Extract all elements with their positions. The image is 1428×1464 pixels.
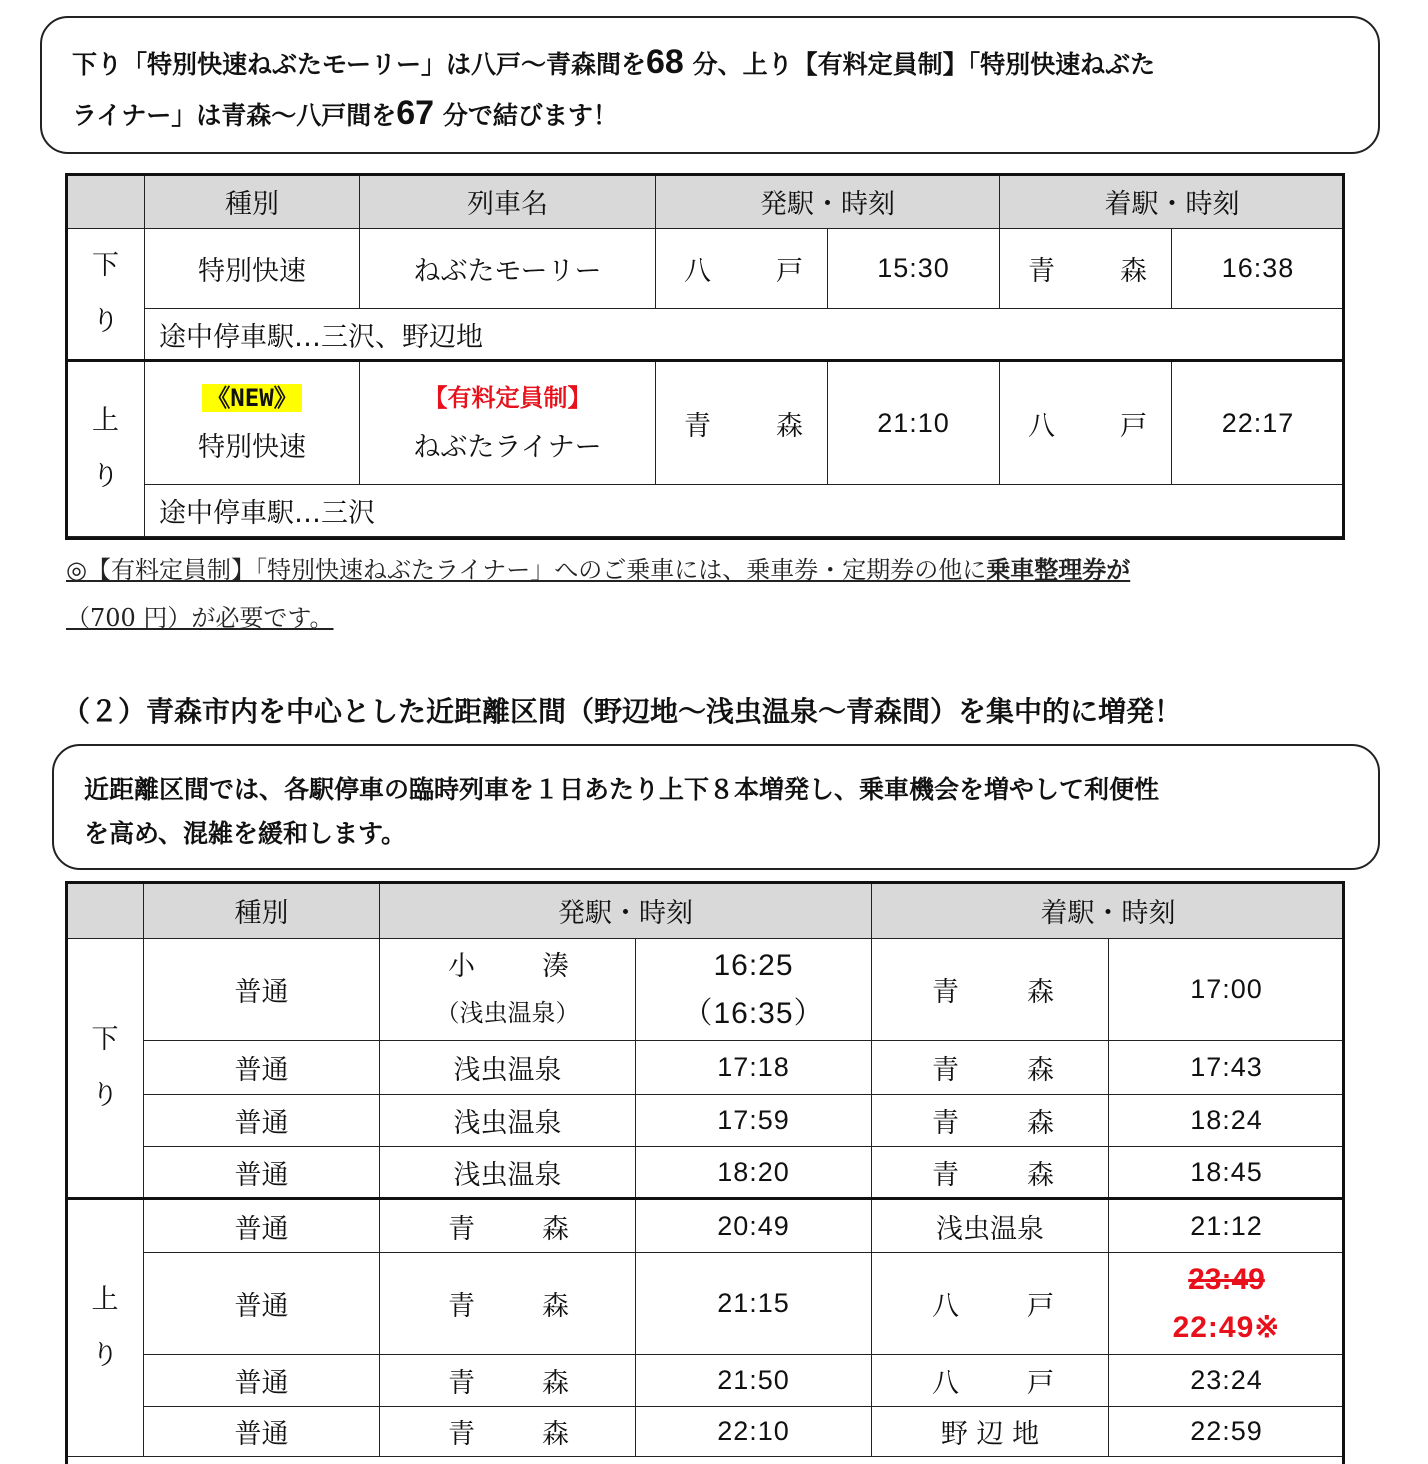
departure-time: 20:49 (636, 1199, 872, 1253)
header-train-name: 列車名 (360, 175, 656, 229)
train-type: 普通 (144, 1199, 380, 1253)
departure-time: 22:10 (636, 1407, 872, 1457)
new-arrival-time: 22:49※ (1172, 1310, 1281, 1344)
departure-station: 浅虫温泉 (380, 1095, 636, 1147)
arrival-station: 八 戸 (872, 1253, 1109, 1355)
table-row (67, 1253, 1345, 1355)
departure-station: 青 森 (380, 1407, 636, 1457)
arrival-station: 青 森 (872, 1147, 1109, 1199)
table-row (67, 1355, 1345, 1407)
header-blank (67, 883, 144, 939)
header-arrival: 着駅・時刻 (872, 883, 1345, 939)
direction-down: 下 り (67, 229, 145, 361)
arrival-time: 22:59 (1109, 1407, 1345, 1457)
arrival-time: 17:43 (1109, 1041, 1345, 1095)
arrival-station: 野 辺 地 (872, 1407, 1109, 1457)
departure-time: 17:18 (636, 1041, 872, 1095)
table-row (67, 1199, 1345, 1253)
departure-station: 浅虫温泉 (380, 1147, 636, 1199)
arrival-time-revised (1109, 1253, 1345, 1355)
direction-up: 上 り (67, 1199, 144, 1457)
header-arrival: 着駅・時刻 (1000, 175, 1345, 229)
arrival-time: 18:45 (1109, 1147, 1345, 1199)
section-2-heading: （２）青森市内を中心とした近距離区間（野辺地～浅虫温泉～青森間）を集中的に増発！ (62, 695, 1183, 728)
arrival-station: 八 戸 (1000, 361, 1172, 485)
arrival-station: 青 森 (872, 939, 1109, 1041)
short-distance-callout-box (52, 744, 1380, 870)
departure-station: 青 森 (380, 1253, 636, 1355)
departure-station: 青 森 (380, 1199, 636, 1253)
table-row (67, 1147, 1345, 1199)
reserved-fare-tag: 【有料定員制】 (423, 384, 592, 412)
arrival-station: 青 森 (872, 1041, 1109, 1095)
departure-time: 21:15 (636, 1253, 872, 1355)
arrival-station: 青 森 (872, 1095, 1109, 1147)
table-row (67, 1407, 1345, 1457)
arrival-station: 浅虫温泉 (872, 1199, 1109, 1253)
table-row (67, 229, 1345, 309)
departure-time: 21:50 (636, 1355, 872, 1407)
header-blank (67, 175, 145, 229)
arrival-station: 青 森 (1000, 229, 1172, 309)
departure-time: 21:10 (828, 361, 1000, 485)
local-train-timetable (66, 882, 1345, 1457)
table-row (67, 1095, 1345, 1147)
header-type: 種別 (145, 175, 360, 229)
callout-line-1: 近距離区間では、各駅停車の臨時列車を１日あたり上下８本増発し、乗車機会を増やして利便性 (84, 775, 1160, 804)
intro-line-2: ライナー」は青森～八戸間を67 分で結びます！ (72, 94, 618, 132)
intro-callout-box (40, 16, 1380, 154)
arrival-time: 22:17 (1172, 361, 1345, 485)
fare-note: ◎【有料定員制】「特別快速ねぶたライナー」へのご乗車には、乗車券・定期券の他に乗車整理券が （700 円）が必要です。 (66, 556, 1131, 632)
train-type: 普通 (144, 1253, 380, 1355)
table-row (67, 939, 1345, 1041)
arrival-time: 17:00 (1109, 939, 1345, 1041)
intermediate-stops: 途中停車駅…三沢、野辺地 (145, 309, 1345, 361)
arrival-time: 18:24 (1109, 1095, 1345, 1147)
old-arrival-time: 23:49 (1188, 1262, 1265, 1296)
departure-station: 青 森 (380, 1355, 636, 1407)
header-type: 種別 (144, 883, 380, 939)
intro-line-1: 下り「特別快速ねぶたモーリー」は八戸～青森間を68 分、上り【有料定員制】「特別快速ねぶた (72, 43, 1156, 81)
header-departure: 発駅・時刻 (380, 883, 872, 939)
train-type: 普通 (144, 1355, 380, 1407)
direction-down: 下 り (67, 939, 144, 1199)
departure-time: 16:25 （16:35） (636, 939, 872, 1041)
departure-time: 17:59 (636, 1095, 872, 1147)
callout-line-2: を高め、混雑を緩和します。 (84, 819, 407, 848)
arrival-time: 21:12 (1109, 1199, 1345, 1253)
train-type: 特別快速 (145, 229, 360, 309)
new-badge: 《NEW》 (202, 384, 301, 412)
header-departure: 発駅・時刻 (656, 175, 1000, 229)
intermediate-stops: 途中停車駅…三沢 (145, 485, 1345, 537)
table-row (67, 1041, 1345, 1095)
train-type: 普通 (144, 1147, 380, 1199)
arrival-station: 八 戸 (872, 1355, 1109, 1407)
direction-up: 上 り (67, 361, 145, 537)
departure-station: 小 湊 （浅虫温泉） (380, 939, 636, 1041)
table-row (67, 361, 1345, 485)
special-rapid-timetable (66, 174, 1345, 537)
train-type-new: 《NEW》 特別快速 (145, 361, 360, 485)
arrival-time: 23:24 (1109, 1355, 1345, 1407)
departure-time: 15:30 (828, 229, 1000, 309)
departure-station: 八 戸 (656, 229, 828, 309)
departure-station: 青 森 (656, 361, 828, 485)
train-type: 普通 (144, 1095, 380, 1147)
departure-time: 18:20 (636, 1147, 872, 1199)
train-type: 普通 (144, 939, 380, 1041)
arrival-time: 16:38 (1172, 229, 1345, 309)
train-name: 【有料定員制】 ねぶたライナー (360, 361, 656, 485)
train-name: ねぶたモーリー (360, 229, 656, 309)
departure-station: 浅虫温泉 (380, 1041, 636, 1095)
train-type: 普通 (144, 1407, 380, 1457)
train-type: 普通 (144, 1041, 380, 1095)
